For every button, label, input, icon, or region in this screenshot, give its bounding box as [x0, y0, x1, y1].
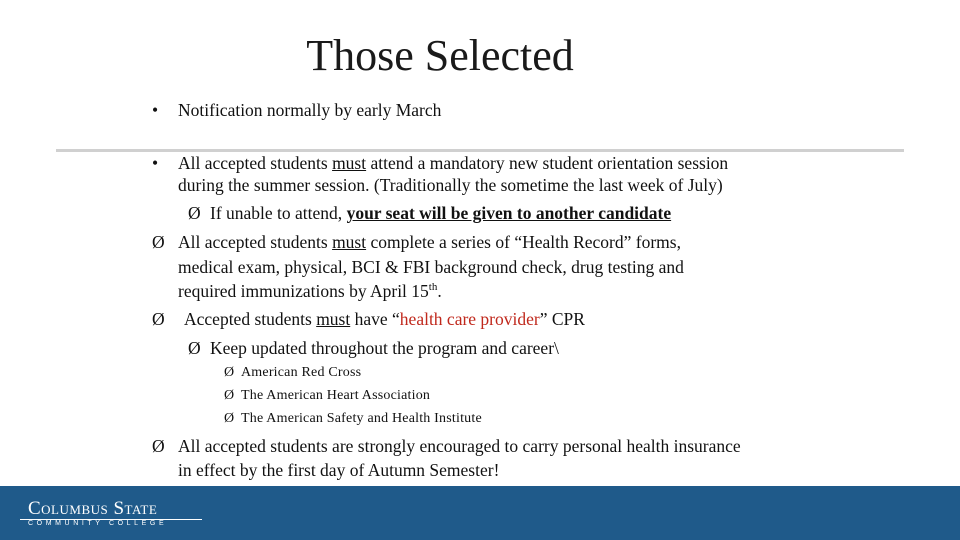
cpr-requirement: Accepted students must have “health care provider” CPR — [184, 309, 585, 329]
keep-updated-text: Keep updated throughout the program and career\ — [210, 338, 559, 358]
bullet-dot: • — [152, 153, 159, 173]
must-emphasis: must — [332, 232, 367, 252]
notification-text: Notification normally by early March — [178, 100, 442, 120]
college-logo-sub: COMMUNITY COLLEGE — [28, 520, 168, 527]
arrow-bullet-icon: Ø — [224, 388, 235, 403]
must-emphasis: must — [316, 309, 351, 329]
health-record-line-1: All accepted students must complete a series of “Health Record” forms, — [178, 232, 681, 252]
arrow-bullet-icon: Ø — [224, 365, 235, 380]
arrow-bullet-icon: Ø — [152, 309, 165, 329]
arrow-bullet-icon: Ø — [188, 203, 201, 223]
provider-item: The American Heart Association — [241, 388, 431, 403]
bullet-dot: • — [152, 100, 159, 120]
orientation-line-1: All accepted students must attend a mandatory new student orientation session — [178, 153, 729, 173]
seat-emphasis: your seat will be given to another candidate — [346, 203, 672, 223]
insurance-line-2: in effect by the first day of Autumn Semester! — [178, 460, 500, 480]
arrow-bullet-icon: Ø — [188, 338, 201, 358]
orientation-line-2: during the summer session. (Traditionally the sometime the last week of July) — [178, 175, 723, 195]
arrow-bullet-icon: Ø — [224, 411, 235, 426]
footer-bar — [0, 486, 960, 540]
college-logo-name: Columbus State — [28, 498, 158, 519]
health-record-line-3: required immunizations by April 15th. — [178, 281, 442, 301]
seat-warning: If unable to attend, your seat will be given to another candidate — [210, 203, 672, 223]
must-emphasis: must — [332, 153, 367, 173]
arrow-bullet-icon: Ø — [152, 232, 165, 252]
arrow-bullet-icon: Ø — [152, 436, 165, 456]
provider-item: American Red Cross — [241, 365, 362, 380]
health-care-provider-highlight: health care provider — [399, 309, 540, 329]
slide-title: Those Selected — [306, 31, 574, 80]
health-record-line-2: medical exam, physical, BCI & FBI background check, drug testing and — [178, 257, 684, 277]
provider-item: The American Safety and Health Institute — [241, 411, 482, 426]
insurance-line-1: All accepted students are strongly encouraged to carry personal health insurance — [178, 436, 741, 456]
